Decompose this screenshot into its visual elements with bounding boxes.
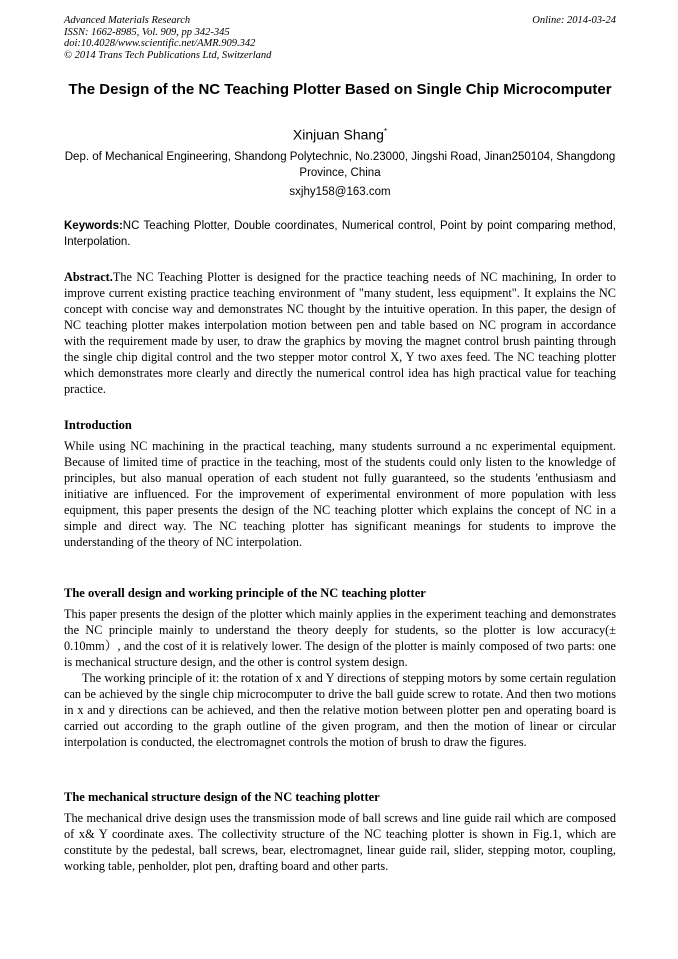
abstract-text: The NC Teaching Plotter is designed for the practice teaching needs of NC machining, In order to improve current existing practice teaching environment of "many student, less equipment". It explains the NC concept with concise way and demonstrates NC thought by the intuitive operation. In this paper, the design of NC teaching plotter makes interpolation motion between pen and table based on NC program in accordance with the requirement made by user, to draw the graphics by moving the magnet control brush painting through the single chip digital control and the two stepper motor control X, Y two axes feed. The NC teaching plotter which demonstrates more clearly and directly the numerical control idea has high practical value for teaching practice. bbox=[64, 270, 616, 396]
introduction-paragraph: While using NC machining in the practical teaching, many students surround a nc experimental equipment. Because of limited time of practice in the teaching, most of the students could only listen to the knowledge of principles, but also manual operation of each student not fully guaranteed, so the students 'enthusiasm and initiative are influenced. For the improvement of experimental environment of more population with less equipment, this paper presents the design of the NC teaching plotter which explains the concept of NC in a simple and direct way. The NC teaching plotter has significant meanings for students to improve the understanding of the theory of NC interpolation. bbox=[64, 439, 616, 549]
overall-design-body bbox=[64, 606, 616, 750]
author-name: Xinjuan Shang bbox=[292, 126, 384, 143]
section-heading-introduction: Introduction bbox=[64, 418, 132, 432]
paper-title: The Design of the NC Teaching Plotter Based on Single Chip Microcomputer bbox=[68, 81, 612, 98]
mechanical-design-paragraph: The mechanical drive design uses the transmission mode of ball screws and line guide rail which are composed of x& Y coordinate axes. The collectivity structure of the NC teaching plotter is shown in Fig.1, which are constitute by the pedestal, ball screws, bear, electromagnet, linear guide rail, slider, stepping motor, coupling, working table, penholder, plot pen, drafting board and other parts. bbox=[64, 811, 616, 873]
issn-line: ISSN: 1662-8985, Vol. 909, pp 342-345 bbox=[64, 26, 230, 38]
abstract-block bbox=[64, 269, 616, 397]
keywords-block bbox=[64, 218, 616, 250]
abstract-label: Abstract. bbox=[64, 270, 113, 284]
keywords-label: Keywords: bbox=[64, 220, 123, 232]
online-date: Online: 2014-03-24 bbox=[532, 15, 616, 26]
section-heading-mechanical-design: The mechanical structure design of the NC teaching plotter bbox=[64, 790, 380, 804]
overall-design-paragraph-1: This paper presents the design of the plotter which mainly applies in the experiment teaching and demonstrates the NC principle mainly to understand the theory deeply for students, so the plotter is low accuracy(± 0.10mm）, and the cost of it is relatively lower. The design of the plotter is mainly composed of two parts: one is mechanical structure design, and the other is control system design. bbox=[64, 607, 616, 669]
copyright-line: © 2014 Trans Tech Publications Ltd, Switzerland bbox=[64, 49, 272, 61]
section-heading-overall-design: The overall design and working principle of the NC teaching plotter bbox=[64, 586, 426, 600]
overall-design-paragraph-2: The working principle of it: the rotation of x and Y directions of stepping motors by some certain regulation can be achieved by the single chip microcomputer to drive the ball guide screw to rotate. And then two motions in x and y directions can be achieved, and then the relative motion between plotter pen and operating board is carried out according to the graph outline of the given program, and then the motion of linear or circular interpolation is conducted, the electromagnet controls the motion of brush to draw the figures. bbox=[64, 671, 616, 749]
affiliation: Dep. of Mechanical Engineering, Shandong Polytechnic, No.23000, Jingshi Road, Jinan250104, Shangdong Province, China bbox=[64, 151, 616, 179]
corresponding-author-mark: * bbox=[383, 127, 388, 136]
author-email[interactable]: sxjhy158@163.com bbox=[289, 186, 391, 198]
keywords-text: NC Teaching Plotter, Double coordinates, Numerical control, Point by point comparing method, Interpolation. bbox=[64, 220, 616, 248]
author-line bbox=[64, 123, 616, 144]
journal-header bbox=[64, 15, 616, 61]
doi-link[interactable]: doi:10.4028/www.scientific.net/AMR.909.342 bbox=[64, 38, 256, 50]
journal-name: Advanced Materials Research bbox=[64, 15, 191, 26]
